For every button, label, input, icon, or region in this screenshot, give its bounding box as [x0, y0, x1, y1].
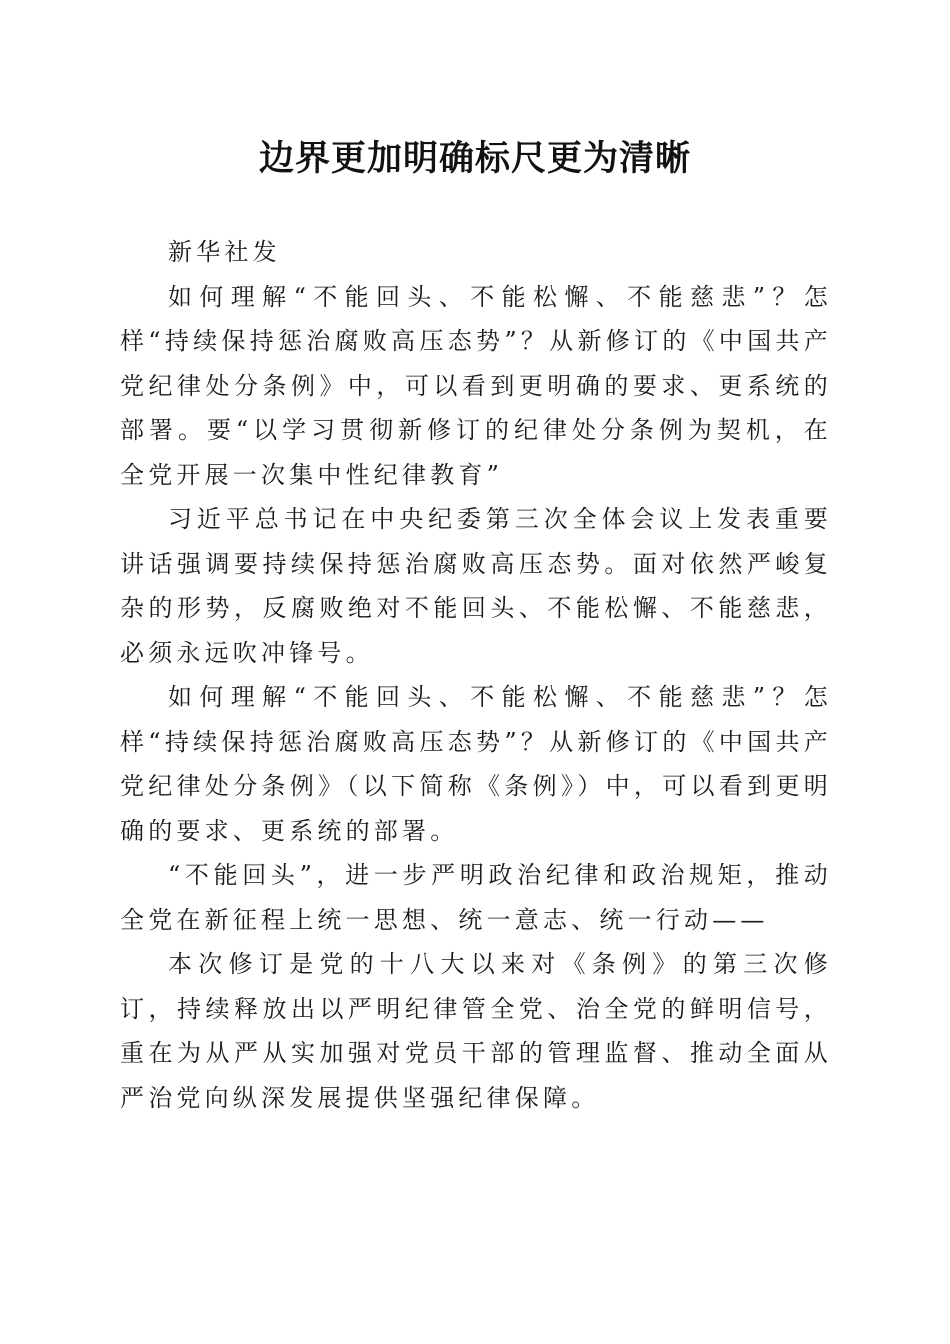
document-body [120, 230, 832, 1120]
paragraph: 如何理解“不能回头、不能松懈、不能慈悲”？怎样“持续保持惩治腐败高压态势”？从新修订的《中国共产党纪律处分条例》中，可以看到更明确的要求、更系统的部署。要“以学习贯彻新修订的纪律处分条例为契机，在全党开展一次集中性纪律教育” [120, 282, 832, 489]
paragraph: 习近平总书记在中央纪委第三次全体会议上发表重要讲话强调要持续保持惩治腐败高压态势。面对依然严峻复杂的形势，反腐败绝对不能回头、不能松懈、不能慈悲，必须永远吹冲锋号。 [120, 505, 832, 667]
paragraph: “不能回头”，进一步严明政治纪律和政治规矩，推动全党在新征程上统一思想、统一意志、统一行动—— [120, 861, 832, 934]
source-line: 新华社发 [168, 238, 281, 266]
paragraph: 本次修订是党的十八大以来对《条例》的第三次修订，持续释放出以严明纪律管全党、治全党的鲜明信号，重在为从严从实加强对党员干部的管理监督、推动全面从严治党向纵深发展提供坚强纪律保障。 [120, 950, 832, 1112]
document-title: 边界更加明确标尺更为清晰 [258, 138, 691, 179]
paragraph: 如何理解“不能回头、不能松懈、不能慈悲”？怎样“持续保持惩治腐败高压态势”？从新修订的《中国共产党纪律处分条例》（以下简称《条例》）中，可以看到更明确的要求、更系统的部署。 [120, 683, 832, 845]
